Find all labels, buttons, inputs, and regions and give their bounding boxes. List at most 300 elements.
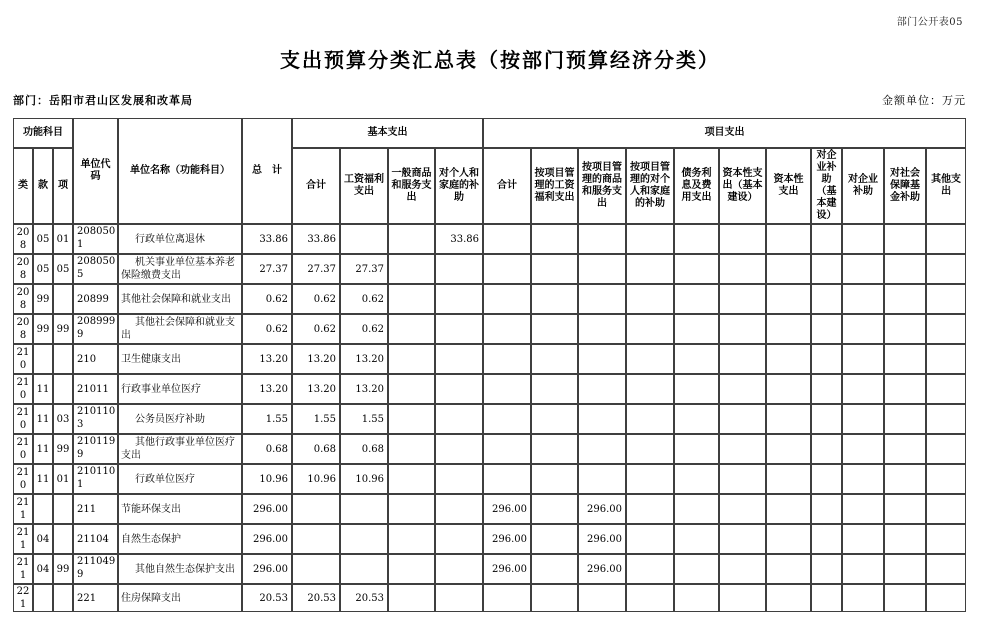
cell-unit-name: 机关事业单位基本养老保险缴费支出 (118, 254, 242, 284)
cell-grand-total: 20.53 (242, 584, 292, 612)
cell-project-8 (842, 464, 884, 494)
cell-project-2: 296.00 (578, 524, 626, 554)
cell-basic-3: 33.86 (435, 224, 483, 254)
cell-basic-2 (388, 584, 435, 612)
cell-basic-2 (388, 344, 435, 374)
cell-project-0 (483, 314, 531, 344)
cell-section: 11 (33, 374, 53, 404)
cell-project-8 (842, 374, 884, 404)
cell-project-1 (531, 254, 578, 284)
cell-class: 210 (13, 434, 33, 464)
cell-unit-name: 公务员医疗补助 (118, 404, 242, 434)
cell-project-0 (483, 464, 531, 494)
cell-unit-name: 节能环保支出 (118, 494, 242, 524)
cell-project-10 (926, 464, 966, 494)
cell-basic-0: 0.62 (292, 314, 340, 344)
cell-project-5 (719, 254, 766, 284)
cell-item: 99 (53, 554, 73, 584)
col-header-item: 项 (53, 148, 73, 224)
cell-class: 208 (13, 224, 33, 254)
cell-item: 01 (53, 224, 73, 254)
cell-basic-3 (435, 284, 483, 314)
col-group-function: 功能科目 (13, 118, 73, 148)
cell-project-7 (811, 284, 842, 314)
cell-project-1 (531, 494, 578, 524)
department-label: 部门：岳阳市君山区发展和改革局 (13, 94, 193, 107)
cell-basic-2 (388, 554, 435, 584)
col-header-project-wages: 按项目管理的工资福利支出 (531, 148, 578, 224)
cell-project-3 (626, 254, 674, 284)
cell-basic-0: 10.96 (292, 464, 340, 494)
table-row (13, 464, 966, 494)
cell-grand-total: 13.20 (242, 374, 292, 404)
cell-project-1 (531, 404, 578, 434)
col-group-basic: 基本支出 (292, 118, 483, 148)
cell-project-8 (842, 434, 884, 464)
cell-project-4 (674, 224, 719, 254)
cell-basic-2 (388, 434, 435, 464)
cell-project-0 (483, 374, 531, 404)
cell-section: 99 (33, 284, 53, 314)
cell-project-9 (884, 224, 926, 254)
cell-grand-total: 296.00 (242, 554, 292, 584)
cell-project-4 (674, 254, 719, 284)
cell-project-3 (626, 224, 674, 254)
cell-unit-code: 2080501 (73, 224, 118, 254)
cell-item: 99 (53, 434, 73, 464)
cell-basic-2 (388, 494, 435, 524)
cell-section: 04 (33, 524, 53, 554)
cell-project-6 (766, 254, 811, 284)
cell-class: 221 (13, 584, 33, 612)
cell-unit-code: 2101103 (73, 404, 118, 434)
cell-project-1 (531, 554, 578, 584)
cell-project-4 (674, 284, 719, 314)
cell-grand-total: 296.00 (242, 494, 292, 524)
cell-item (53, 524, 73, 554)
cell-class: 210 (13, 344, 33, 374)
cell-project-2 (578, 584, 626, 612)
cell-project-9 (884, 434, 926, 464)
cell-project-7 (811, 344, 842, 374)
cell-project-0 (483, 254, 531, 284)
cell-basic-0 (292, 524, 340, 554)
cell-basic-2 (388, 524, 435, 554)
table-body (13, 224, 966, 612)
col-header-unit-name: 单位名称（功能科目） (118, 118, 242, 224)
cell-project-9 (884, 584, 926, 612)
cell-basic-0: 0.68 (292, 434, 340, 464)
cell-project-2 (578, 254, 626, 284)
cell-basic-0: 13.20 (292, 344, 340, 374)
table-row (13, 404, 966, 434)
cell-project-5 (719, 314, 766, 344)
cell-project-9 (884, 494, 926, 524)
table-row (13, 554, 966, 584)
cell-section (33, 584, 53, 612)
table-row (13, 254, 966, 284)
cell-item (53, 284, 73, 314)
cell-unit-name: 卫生健康支出 (118, 344, 242, 374)
cell-basic-0: 33.86 (292, 224, 340, 254)
cell-project-6 (766, 524, 811, 554)
cell-project-10 (926, 224, 966, 254)
cell-unit-name: 自然生态保护 (118, 524, 242, 554)
cell-section: 04 (33, 554, 53, 584)
col-header-capital-construction: 资本性支出（基本建设） (719, 148, 766, 224)
cell-project-0: 296.00 (483, 524, 531, 554)
cell-basic-2 (388, 374, 435, 404)
cell-project-7 (811, 464, 842, 494)
cell-project-0 (483, 224, 531, 254)
cell-project-7 (811, 254, 842, 284)
cell-basic-3 (435, 434, 483, 464)
cell-basic-0 (292, 554, 340, 584)
cell-basic-1: 13.20 (340, 374, 388, 404)
header-row-groups (13, 118, 966, 148)
cell-basic-0: 1.55 (292, 404, 340, 434)
cell-project-5 (719, 344, 766, 374)
cell-project-2 (578, 404, 626, 434)
cell-project-4 (674, 434, 719, 464)
col-header-basic-subtotal: 合计 (292, 148, 340, 224)
cell-project-6 (766, 344, 811, 374)
cell-basic-1: 0.62 (340, 284, 388, 314)
cell-class: 210 (13, 374, 33, 404)
col-header-project-subtotal: 合计 (483, 148, 531, 224)
cell-class: 211 (13, 524, 33, 554)
cell-basic-1: 10.96 (340, 464, 388, 494)
cell-project-10 (926, 584, 966, 612)
cell-unit-name: 其他社会保障和就业支出 (118, 314, 242, 344)
col-header-enterprise-subsidy: 对企业补助 (842, 148, 884, 224)
cell-grand-total: 33.86 (242, 224, 292, 254)
cell-unit-code: 221 (73, 584, 118, 612)
cell-basic-3 (435, 314, 483, 344)
cell-project-10 (926, 314, 966, 344)
col-header-social-security-fund: 对社会保障基金补助 (884, 148, 926, 224)
cell-project-1 (531, 374, 578, 404)
cell-project-8 (842, 224, 884, 254)
cell-basic-0: 13.20 (292, 374, 340, 404)
cell-project-10 (926, 494, 966, 524)
cell-basic-3 (435, 374, 483, 404)
cell-basic-1: 13.20 (340, 344, 388, 374)
cell-project-2: 296.00 (578, 554, 626, 584)
cell-project-6 (766, 494, 811, 524)
cell-unit-name: 其他自然生态保护支出 (118, 554, 242, 584)
col-header-basic-wages: 工资福利支出 (340, 148, 388, 224)
cell-grand-total: 10.96 (242, 464, 292, 494)
cell-class: 210 (13, 404, 33, 434)
col-header-class: 类 (13, 148, 33, 224)
cell-project-1 (531, 224, 578, 254)
cell-project-6 (766, 554, 811, 584)
cell-project-1 (531, 284, 578, 314)
cell-project-8 (842, 284, 884, 314)
cell-project-7 (811, 584, 842, 612)
cell-project-5 (719, 584, 766, 612)
cell-basic-1 (340, 494, 388, 524)
cell-project-6 (766, 584, 811, 612)
amount-unit-label: 金额单位：万元 (882, 94, 966, 107)
cell-project-4 (674, 464, 719, 494)
cell-project-8 (842, 524, 884, 554)
cell-basic-1 (340, 524, 388, 554)
cell-basic-3 (435, 344, 483, 374)
cell-class: 210 (13, 464, 33, 494)
cell-project-6 (766, 404, 811, 434)
cell-section (33, 344, 53, 374)
cell-unit-code: 2110499 (73, 554, 118, 584)
cell-basic-1 (340, 224, 388, 254)
cell-project-3 (626, 344, 674, 374)
cell-project-5 (719, 554, 766, 584)
cell-project-1 (531, 464, 578, 494)
cell-unit-name: 行政单位医疗 (118, 464, 242, 494)
cell-project-3 (626, 524, 674, 554)
cell-unit-name: 其他社会保障和就业支出 (118, 284, 242, 314)
cell-project-8 (842, 314, 884, 344)
cell-project-3 (626, 554, 674, 584)
cell-project-7 (811, 224, 842, 254)
cell-project-0: 296.00 (483, 554, 531, 584)
cell-unit-name: 住房保障支出 (118, 584, 242, 612)
cell-basic-2 (388, 314, 435, 344)
table-row (13, 314, 966, 344)
cell-basic-1: 0.68 (340, 434, 388, 464)
cell-project-5 (719, 464, 766, 494)
cell-project-8 (842, 344, 884, 374)
cell-unit-code: 21104 (73, 524, 118, 554)
col-header-basic-personal: 对个人和家庭的补助 (435, 148, 483, 224)
cell-section (33, 494, 53, 524)
cell-section: 05 (33, 254, 53, 284)
table-row (13, 344, 966, 374)
cell-unit-name: 行政事业单位医疗 (118, 374, 242, 404)
cell-unit-code: 211 (73, 494, 118, 524)
cell-project-0 (483, 404, 531, 434)
doc-code-label: 部门公开表05 (896, 17, 963, 28)
cell-project-5 (719, 284, 766, 314)
cell-project-9 (884, 524, 926, 554)
cell-grand-total: 1.55 (242, 404, 292, 434)
cell-project-9 (884, 464, 926, 494)
cell-project-8 (842, 584, 884, 612)
cell-project-4 (674, 524, 719, 554)
cell-project-10 (926, 434, 966, 464)
cell-project-9 (884, 404, 926, 434)
cell-grand-total: 296.00 (242, 524, 292, 554)
cell-basic-1: 20.53 (340, 584, 388, 612)
cell-basic-3 (435, 254, 483, 284)
cell-basic-3 (435, 524, 483, 554)
cell-project-2 (578, 344, 626, 374)
cell-project-6 (766, 224, 811, 254)
table-header (13, 118, 966, 224)
cell-unit-code: 2101199 (73, 434, 118, 464)
col-header-unit-code: 单位代码 (73, 118, 118, 224)
cell-project-2 (578, 464, 626, 494)
cell-basic-2 (388, 224, 435, 254)
meta-row (13, 92, 966, 108)
cell-project-3 (626, 494, 674, 524)
cell-project-9 (884, 284, 926, 314)
cell-project-10 (926, 404, 966, 434)
cell-project-5 (719, 434, 766, 464)
col-header-project-personal: 按项目管理的对个人和家庭的补助 (626, 148, 674, 224)
cell-project-1 (531, 434, 578, 464)
cell-unit-code: 210 (73, 344, 118, 374)
cell-project-1 (531, 344, 578, 374)
col-header-basic-goods: 一般商品和服务支出 (388, 148, 435, 224)
cell-project-3 (626, 374, 674, 404)
cell-project-3 (626, 284, 674, 314)
cell-basic-3 (435, 584, 483, 612)
cell-project-7 (811, 554, 842, 584)
cell-project-0: 296.00 (483, 494, 531, 524)
cell-project-0 (483, 344, 531, 374)
cell-project-8 (842, 554, 884, 584)
cell-item: 01 (53, 464, 73, 494)
cell-unit-code: 2089999 (73, 314, 118, 344)
table-row (13, 224, 966, 254)
col-header-capital: 资本性支出 (766, 148, 811, 224)
table-row (13, 494, 966, 524)
cell-item: 05 (53, 254, 73, 284)
cell-item: 99 (53, 314, 73, 344)
cell-project-4 (674, 374, 719, 404)
cell-section: 11 (33, 404, 53, 434)
cell-project-2: 296.00 (578, 494, 626, 524)
cell-project-2 (578, 224, 626, 254)
cell-unit-name: 行政单位离退休 (118, 224, 242, 254)
cell-project-3 (626, 434, 674, 464)
cell-project-10 (926, 254, 966, 284)
cell-project-6 (766, 464, 811, 494)
cell-project-2 (578, 284, 626, 314)
cell-project-5 (719, 404, 766, 434)
cell-project-7 (811, 524, 842, 554)
col-header-grand-total: 总 计 (242, 118, 292, 224)
cell-basic-3 (435, 494, 483, 524)
cell-basic-0: 27.37 (292, 254, 340, 284)
cell-project-10 (926, 344, 966, 374)
cell-project-9 (884, 374, 926, 404)
cell-project-10 (926, 554, 966, 584)
cell-project-6 (766, 434, 811, 464)
cell-grand-total: 13.20 (242, 344, 292, 374)
cell-section: 99 (33, 314, 53, 344)
cell-project-9 (884, 314, 926, 344)
cell-unit-code: 21011 (73, 374, 118, 404)
cell-grand-total: 0.62 (242, 284, 292, 314)
cell-section: 11 (33, 434, 53, 464)
cell-project-2 (578, 434, 626, 464)
cell-unit-code: 2101101 (73, 464, 118, 494)
cell-unit-name: 其他行政事业单位医疗支出 (118, 434, 242, 464)
cell-project-6 (766, 284, 811, 314)
table-row (13, 524, 966, 554)
cell-project-9 (884, 554, 926, 584)
cell-project-4 (674, 404, 719, 434)
table-row (13, 284, 966, 314)
cell-project-3 (626, 314, 674, 344)
table-row (13, 374, 966, 404)
cell-class: 208 (13, 284, 33, 314)
budget-table (13, 118, 966, 612)
col-group-project: 项目支出 (483, 118, 966, 148)
cell-section: 11 (33, 464, 53, 494)
cell-project-2 (578, 374, 626, 404)
cell-section: 05 (33, 224, 53, 254)
cell-basic-1: 0.62 (340, 314, 388, 344)
cell-class: 211 (13, 494, 33, 524)
cell-project-7 (811, 494, 842, 524)
cell-project-4 (674, 554, 719, 584)
cell-project-4 (674, 344, 719, 374)
cell-project-0 (483, 434, 531, 464)
cell-item (53, 374, 73, 404)
table-row (13, 584, 966, 612)
cell-project-3 (626, 404, 674, 434)
cell-grand-total: 27.37 (242, 254, 292, 284)
col-header-project-goods: 按项目管理的商品和服务支出 (578, 148, 626, 224)
cell-project-10 (926, 374, 966, 404)
cell-basic-0: 20.53 (292, 584, 340, 612)
cell-unit-code: 2080505 (73, 254, 118, 284)
cell-project-7 (811, 374, 842, 404)
cell-basic-1: 1.55 (340, 404, 388, 434)
cell-project-10 (926, 284, 966, 314)
cell-basic-1 (340, 554, 388, 584)
cell-item: 03 (53, 404, 73, 434)
cell-project-0 (483, 284, 531, 314)
cell-project-5 (719, 494, 766, 524)
cell-project-6 (766, 314, 811, 344)
col-header-debt-interest: 债务利息及费用支出 (674, 148, 719, 224)
cell-item (53, 584, 73, 612)
cell-project-9 (884, 344, 926, 374)
cell-basic-3 (435, 404, 483, 434)
cell-project-3 (626, 584, 674, 612)
cell-project-7 (811, 404, 842, 434)
cell-basic-2 (388, 464, 435, 494)
cell-basic-2 (388, 284, 435, 314)
cell-grand-total: 0.62 (242, 314, 292, 344)
cell-unit-code: 20899 (73, 284, 118, 314)
cell-item (53, 344, 73, 374)
cell-project-3 (626, 464, 674, 494)
cell-grand-total: 0.68 (242, 434, 292, 464)
cell-class: 208 (13, 254, 33, 284)
cell-project-4 (674, 584, 719, 612)
cell-basic-0 (292, 494, 340, 524)
cell-project-1 (531, 524, 578, 554)
cell-class: 208 (13, 314, 33, 344)
cell-project-8 (842, 404, 884, 434)
cell-project-4 (674, 314, 719, 344)
cell-item (53, 494, 73, 524)
cell-project-7 (811, 434, 842, 464)
cell-project-2 (578, 314, 626, 344)
col-header-enterprise-construction: 对企业补助（基本建设） (811, 148, 842, 224)
cell-project-7 (811, 314, 842, 344)
page-title: 支出预算分类汇总表（按部门预算经济分类） (280, 48, 720, 72)
cell-project-1 (531, 584, 578, 612)
table-row (13, 434, 966, 464)
cell-project-9 (884, 254, 926, 284)
